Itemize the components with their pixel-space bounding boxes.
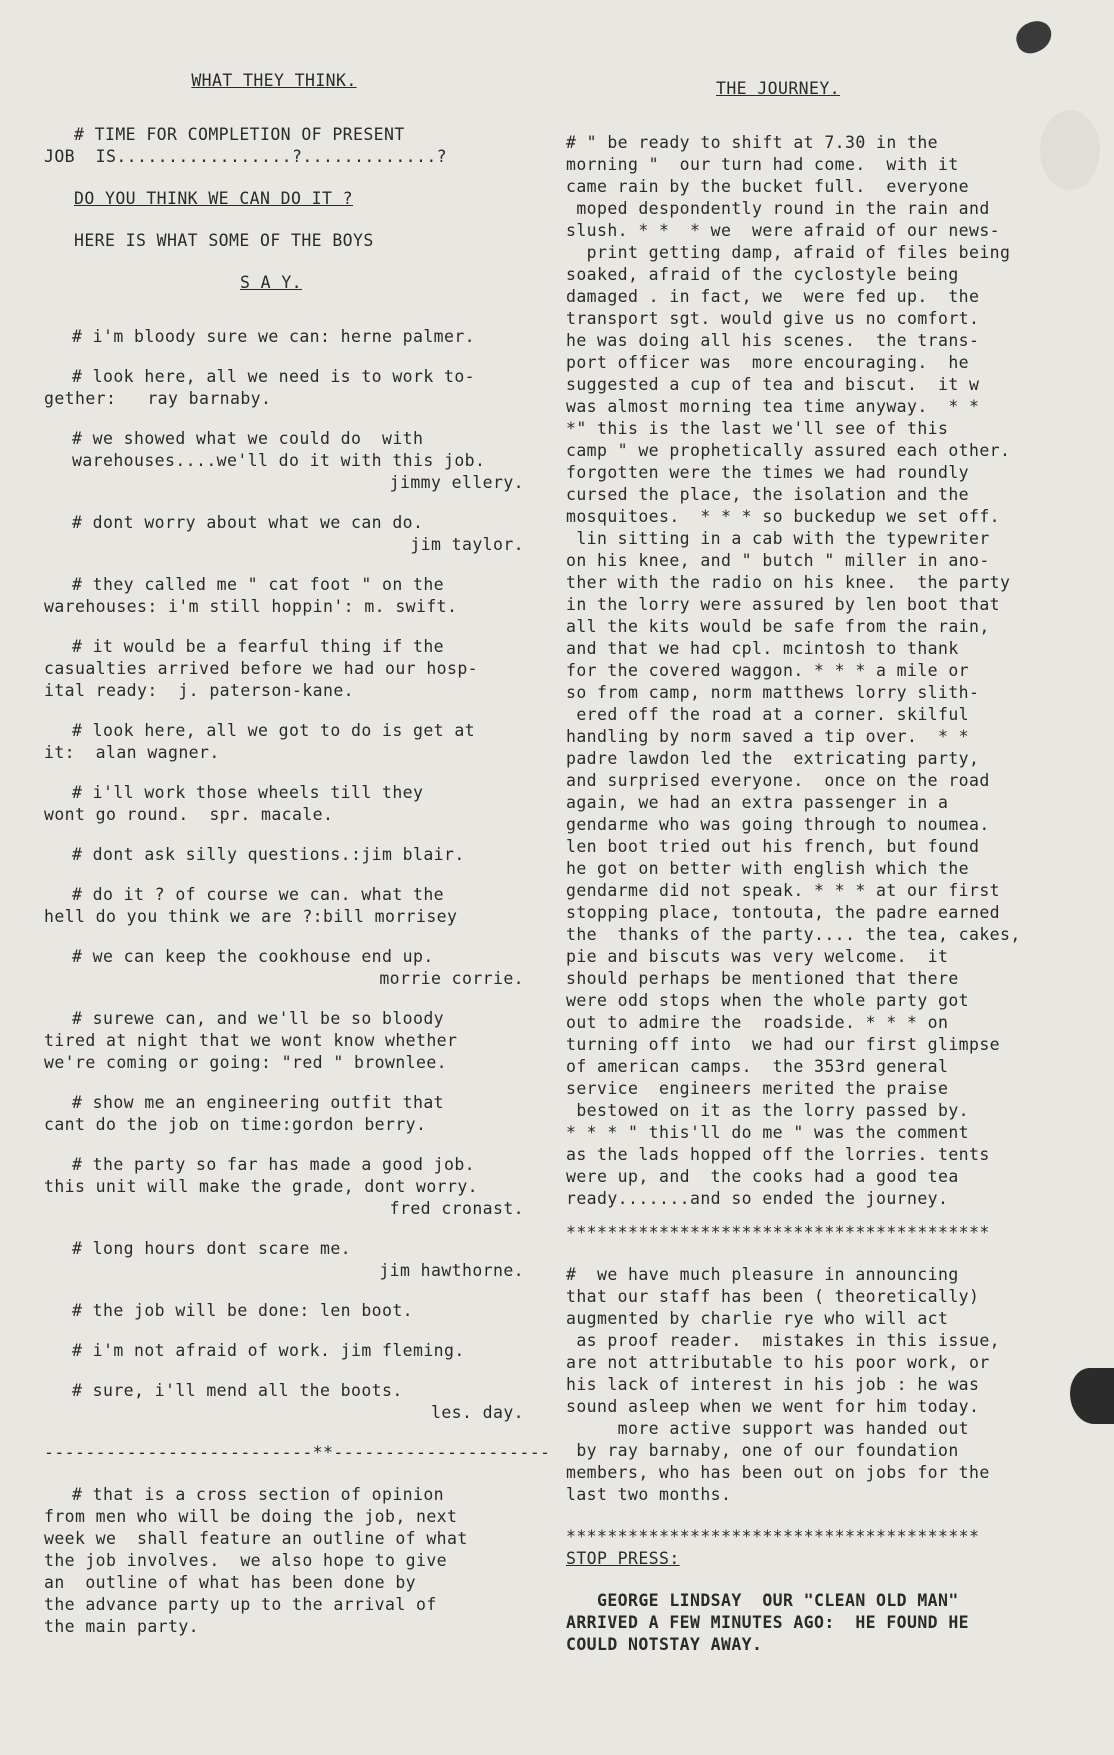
journey-line: # " be ready to shift at 7.30 in the xyxy=(566,133,939,152)
journey-line: morning " our turn had come. with it xyxy=(566,155,959,174)
journey-line: ered off the road at a corner. skilful xyxy=(566,705,970,724)
say-heading: S A Y. xyxy=(240,273,303,292)
section-divider: --------------------------**--------------------- xyxy=(44,1443,551,1462)
closing-line: the job involves. we also hope to give xyxy=(44,1551,448,1570)
announcement-line: augmented by charlie rye who will act xyxy=(566,1309,949,1328)
quote-item xyxy=(44,884,564,928)
closing-line: the main party. xyxy=(44,1617,200,1636)
stop-press-label: STOP PRESS: xyxy=(566,1549,680,1568)
quote-item xyxy=(44,1092,564,1136)
journey-line: ther with the radio on his knee. the party xyxy=(566,573,1011,592)
quote-line: # we can keep the cookhouse end up. xyxy=(72,947,434,966)
announcement-line: sound asleep when we went for him today. xyxy=(566,1397,980,1416)
question-heading: DO YOU THINK WE CAN DO IT ? xyxy=(74,189,354,208)
journey-line: bestowed on it as the lorry passed by. xyxy=(566,1101,970,1120)
journey-line: service engineers merited the praise xyxy=(566,1079,949,1098)
quote-line: cant do the job on time:gordon berry. xyxy=(44,1115,427,1134)
journey-line: padre lawdon led the extricating party, xyxy=(566,749,980,768)
quote-line: morrie corrie. xyxy=(379,969,524,988)
journey-line: were up, and the cooks had a good tea xyxy=(566,1167,959,1186)
quote-item xyxy=(44,844,564,866)
quote-item xyxy=(44,782,564,826)
quote-line: ital ready: j. paterson-kane. xyxy=(44,681,355,700)
stop-press-line: COULD NOTSTAY AWAY. xyxy=(566,1635,763,1654)
journey-line: ready.......and so ended the journey. xyxy=(566,1189,949,1208)
quote-line: # the job will be done: len boot. xyxy=(72,1301,414,1320)
quote-line: # sure, i'll mend all the boots. xyxy=(72,1381,403,1400)
quote-line: fred cronast. xyxy=(389,1199,524,1218)
journey-line: print getting damp, afraid of files being xyxy=(566,243,1011,262)
quote-item xyxy=(44,1300,564,1322)
journey-line: the thanks of the party.... the tea, cakes, xyxy=(566,925,1021,944)
announcement-line: by ray barnaby, one of our foundation xyxy=(566,1441,959,1460)
journey-line: again, we had an extra passenger in a xyxy=(566,793,949,812)
quote-line: jim hawthorne. xyxy=(379,1261,524,1280)
quote-item xyxy=(44,636,564,702)
announcement-line: # we have much pleasure in announcing xyxy=(566,1265,959,1284)
closing-line: an outline of what has been done by xyxy=(44,1573,417,1592)
quote-line: # look here, all we got to do is get at xyxy=(72,721,476,740)
quote-line: warehouses: i'm still hoppin': m. swift. xyxy=(44,597,458,616)
quote-line: # dont ask silly questions.:jim blair. xyxy=(72,845,465,864)
journey-line: and surprised everyone. once on the road xyxy=(566,771,990,790)
journey-line: soaked, afraid of the cyclostyle being xyxy=(566,265,959,284)
star-divider: **************************************** xyxy=(566,1527,980,1546)
quote-line: # surewe can, and we'll be so bloody xyxy=(72,1009,445,1028)
quotes-list xyxy=(44,326,564,1424)
quote-line: it: alan wagner. xyxy=(44,743,220,762)
announcement-line: last two months. xyxy=(566,1485,732,1504)
quote-line: # look here, all we need is to work to- xyxy=(72,367,476,386)
quote-item xyxy=(44,1340,564,1362)
announcement-line: more active support was handed out xyxy=(566,1419,970,1438)
quote-line: this unit will make the grade, dont worry. xyxy=(44,1177,479,1196)
right-column-title: THE JOURNEY. xyxy=(716,79,841,98)
journey-line: for the covered waggon. * * * a mile or xyxy=(566,661,970,680)
journey-line: all the kits would be safe from the rain, xyxy=(566,617,990,636)
quote-line: jim taylor. xyxy=(410,535,524,554)
quote-line: hell do you think we are ?:bill morrisey xyxy=(44,907,458,926)
quote-item xyxy=(44,720,564,764)
ink-stain-edge xyxy=(1070,1368,1114,1424)
journey-line: transport sgt. would give us no comfort. xyxy=(566,309,980,328)
journey-line: gendarme did not speak. * * * at our first xyxy=(566,881,1001,900)
quote-line: # i'm bloody sure we can: herne palmer. xyxy=(72,327,476,346)
right-column xyxy=(566,78,1066,1656)
journey-line: * * * " this'll do me " was the comment xyxy=(566,1123,970,1142)
journey-line: handling by norm saved a tip over. * * xyxy=(566,727,970,746)
journey-line: out to admire the roadside. * * * on xyxy=(566,1013,949,1032)
journey-line: were odd stops when the whole party got xyxy=(566,991,970,1010)
journey-line: as the lads hopped off the lorries. tents xyxy=(566,1145,990,1164)
quote-item xyxy=(44,1008,564,1074)
quote-item xyxy=(44,1380,564,1424)
journey-line: forgotten were the times we had roundly xyxy=(566,463,970,482)
star-divider: ***************************************** xyxy=(566,1223,990,1242)
journey-line: on his knee, and " butch " miller in ano- xyxy=(566,551,990,570)
quote-item xyxy=(44,946,564,990)
quote-line: we're coming or going: "red " brownlee. xyxy=(44,1053,448,1072)
quote-line: les. day. xyxy=(430,1403,524,1422)
journey-line: damaged . in fact, we were fed up. the xyxy=(566,287,980,306)
journey-line: came rain by the bucket full. everyone xyxy=(566,177,970,196)
journey-line: was almost morning tea time anyway. * * xyxy=(566,397,980,416)
journey-line: of american camps. the 353rd general xyxy=(566,1057,949,1076)
journey-line: so from camp, norm matthews lorry slith- xyxy=(566,683,980,702)
quote-line: # they called me " cat foot " on the xyxy=(72,575,445,594)
closing-line: week we shall feature an outline of what xyxy=(44,1529,468,1548)
left-column-title: WHAT THEY THINK. xyxy=(191,71,357,90)
closing-paragraph xyxy=(44,1484,564,1638)
journey-line: turning off into we had our first glimpse xyxy=(566,1035,1001,1054)
journey-line: gendarme who was going through to noumea. xyxy=(566,815,990,834)
quote-item xyxy=(44,1238,564,1282)
intro-block xyxy=(44,124,564,168)
quote-line: # dont worry about what we can do. xyxy=(72,513,424,532)
closing-line: # that is a cross section of opinion xyxy=(72,1485,445,1504)
stop-press-line: GEORGE LINDSAY OUR "CLEAN OLD MAN" xyxy=(566,1591,959,1610)
journey-article xyxy=(566,132,1066,1210)
announcement-line: members, who has been out on jobs for the xyxy=(566,1463,990,1482)
journey-line: slush. * * * we were afraid of our news- xyxy=(566,221,1001,240)
quote-line: wont go round. spr. macale. xyxy=(44,805,334,824)
quote-item xyxy=(44,1154,564,1220)
quote-line: gether: ray barnaby. xyxy=(44,389,272,408)
quote-line: # do it ? of course we can. what the xyxy=(72,885,445,904)
announcement-line: that our staff has been ( theoretically) xyxy=(566,1287,980,1306)
quote-line: # i'm not afraid of work. jim fleming. xyxy=(72,1341,465,1360)
quote-line: jimmy ellery. xyxy=(389,473,524,492)
journey-line: pie and biscuts was very welcome. it xyxy=(566,947,949,966)
announcement-paragraph xyxy=(566,1264,1066,1506)
closing-line: the advance party up to the arrival of xyxy=(44,1595,437,1614)
announcement-line: are not attributable to his poor work, or xyxy=(566,1353,990,1372)
intro-line: JOB IS.................?.............? xyxy=(44,147,448,166)
journey-line: port officer was more encouraging. he xyxy=(566,353,970,372)
left-column xyxy=(44,70,564,1638)
journey-line: moped despondently round in the rain and xyxy=(566,199,990,218)
journey-line: camp " we prophetically assured each other. xyxy=(566,441,1011,460)
stop-press-line: ARRIVED A FEW MINUTES AGO: HE FOUND HE xyxy=(566,1613,970,1632)
journey-line: cursed the place, the isolation and the xyxy=(566,485,970,504)
ink-stain xyxy=(1012,17,1056,58)
announcement-line: as proof reader. mistakes in this issue, xyxy=(566,1331,1001,1350)
quote-line: # i'll work those wheels till they xyxy=(72,783,424,802)
quote-item xyxy=(44,428,564,494)
journey-line: in the lorry were assured by len boot that xyxy=(566,595,1001,614)
journey-line: *" this is the last we'll see of this xyxy=(566,419,949,438)
quote-item xyxy=(44,326,564,348)
quote-line: tired at night that we wont know whether xyxy=(44,1031,458,1050)
journey-line: should perhaps be mentioned that there xyxy=(566,969,959,988)
closing-line: from men who will be doing the job, next xyxy=(44,1507,458,1526)
journey-line: stopping place, tontouta, the padre earned xyxy=(566,903,1001,922)
quote-item xyxy=(44,574,564,618)
quote-line: # the party so far has made a good job. xyxy=(72,1155,476,1174)
journey-line: he was doing all his scenes. the trans- xyxy=(566,331,980,350)
here-heading: HERE IS WHAT SOME OF THE BOYS xyxy=(74,231,374,250)
quote-line: casualties arrived before we had our hosp- xyxy=(44,659,479,678)
announcement-line: his lack of interest in his job : he was xyxy=(566,1375,980,1394)
quote-item xyxy=(44,512,564,556)
intro-line: # TIME FOR COMPLETION OF PRESENT xyxy=(74,125,405,144)
quote-line: # we showed what we could do with warehouses....we'll do it with this job. xyxy=(72,429,486,470)
journey-line: len boot tried out his french, but found xyxy=(566,837,980,856)
journey-line: and that we had cpl. mcintosh to thank xyxy=(566,639,959,658)
stop-press-text xyxy=(566,1590,1066,1656)
quote-line: # long hours dont scare me. xyxy=(72,1239,352,1258)
journey-line: mosquitoes. * * * so buckedup we set off. xyxy=(566,507,1001,526)
quote-item xyxy=(44,366,564,410)
quote-line: # it would be a fearful thing if the xyxy=(72,637,445,656)
quote-line: # show me an engineering outfit that xyxy=(72,1093,445,1112)
journey-line: lin sitting in a cab with the typewriter xyxy=(566,529,990,548)
journey-line: suggested a cup of tea and biscut. it w xyxy=(566,375,980,394)
journey-line: he got on better with english which the xyxy=(566,859,970,878)
